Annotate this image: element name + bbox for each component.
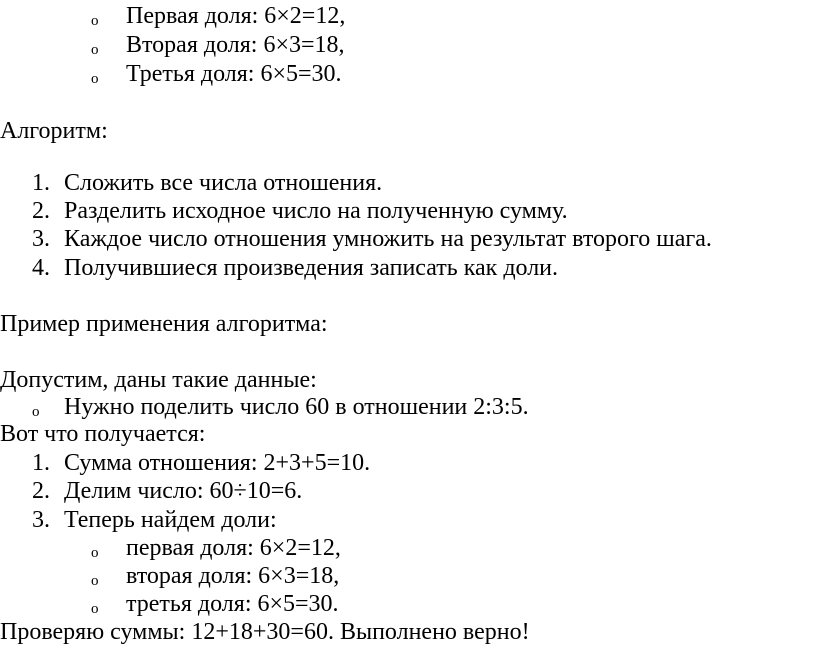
step-text: Каждое число отношения умножить на результат второго шага. <box>64 226 712 252</box>
intro-list-item: Третья доля: 6×5=30. <box>126 61 342 87</box>
bullet-marker: o <box>91 573 99 589</box>
share-item: третья доля: 6×5=30. <box>126 591 339 617</box>
step-number: 2. <box>32 198 50 224</box>
bullet-marker: o <box>91 545 99 561</box>
step-number: 4. <box>32 255 50 281</box>
step-text: Сумма отношения: 2+3+5=10. <box>64 450 371 476</box>
step-number: 2. <box>32 478 50 504</box>
result-intro: Вот что получается: <box>0 421 206 447</box>
check-line: Проверяю суммы: 12+18+30=60. Выполнено верно! <box>0 619 530 645</box>
intro-list-item: Вторая доля: 6×3=18, <box>126 32 345 58</box>
given-intro: Допустим, даны такие данные: <box>0 367 317 393</box>
step-text: Разделить исходное число на полученную сумму. <box>64 198 568 224</box>
bullet-marker: o <box>91 601 99 617</box>
step-text: Делим число: 60÷10=6. <box>64 478 303 504</box>
step-number: 1. <box>32 450 50 476</box>
share-item: первая доля: 6×2=12, <box>126 535 341 561</box>
algorithm-heading: Алгоритм: <box>0 118 108 144</box>
intro-list-item: Первая доля: 6×2=12, <box>126 3 346 29</box>
step-text: Получившиеся произведения записать как доли. <box>64 255 559 281</box>
step-text: Теперь найдем доли: <box>64 507 277 533</box>
step-number: 3. <box>32 226 50 252</box>
step-number: 1. <box>32 170 50 196</box>
bullet-marker: o <box>32 404 40 420</box>
given-item: Нужно поделить число 60 в отношении 2:3:5. <box>64 394 529 420</box>
share-item: вторая доля: 6×3=18, <box>126 563 340 589</box>
bullet-marker: o <box>91 42 99 58</box>
bullet-marker: o <box>91 13 99 29</box>
example-heading: Пример применения алгоритма: <box>0 311 328 337</box>
bullet-marker: o <box>91 71 99 87</box>
step-text: Сложить все числа отношения. <box>64 170 383 196</box>
step-number: 3. <box>32 507 50 533</box>
